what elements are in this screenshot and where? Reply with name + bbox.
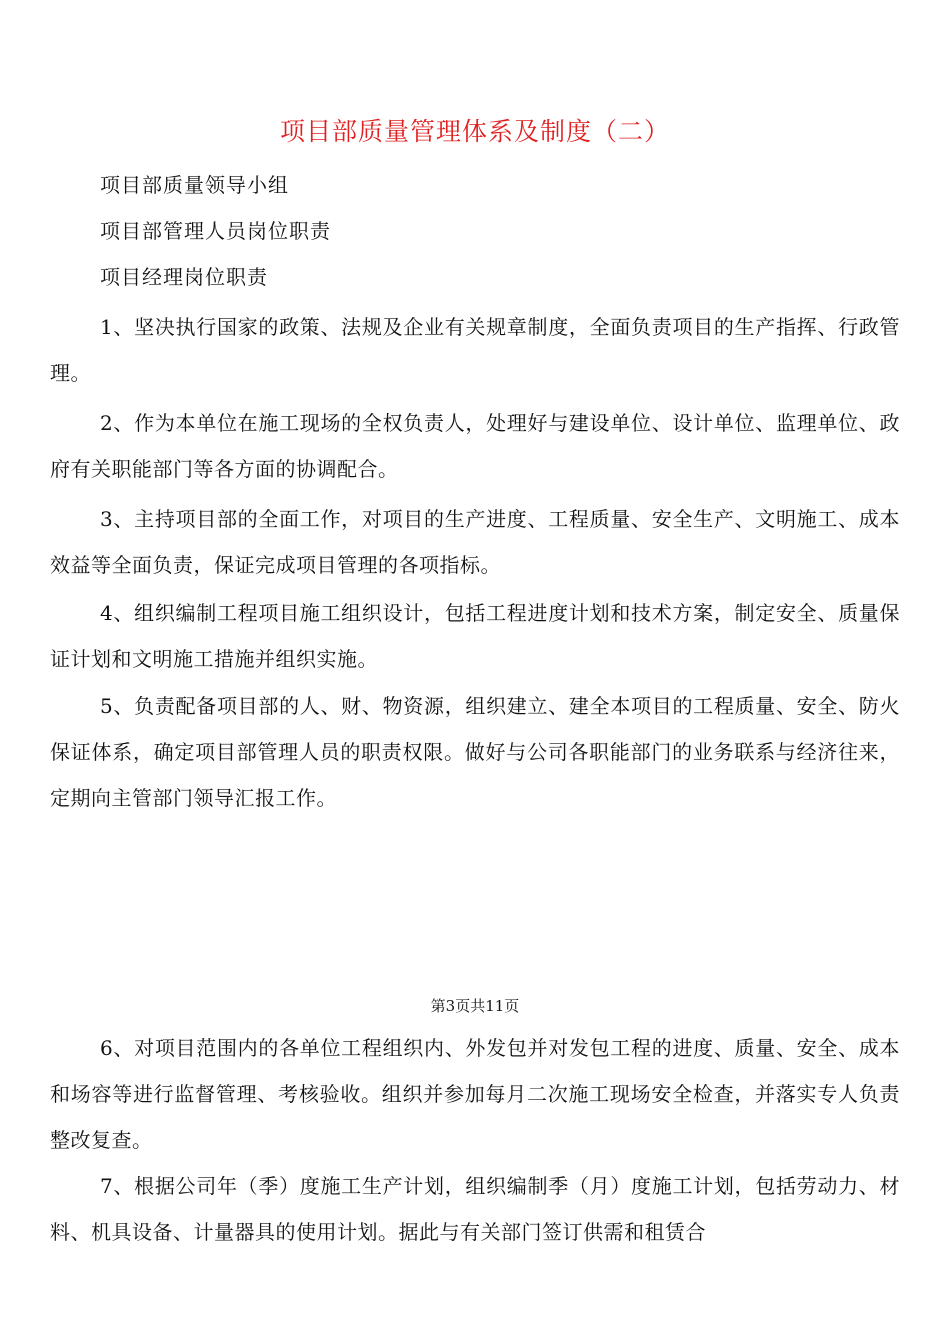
section-heading-staff-duties: 项目部管理人员岗位职责 xyxy=(100,219,331,243)
paragraph-5: 5、负责配备项目部的人、财、物资源，组织建立、建全本项目的工程质量、安全、防火保证体系，确定项目部管理人员的职责权限。做好与公司各职能部门的业务联系与经济往来，定期向主管部门领导汇报工作。 xyxy=(50,694,900,810)
paragraph-7: 7、根据公司年（季）度施工生产计划，组织编制季（月）度施工计划，包括劳动力、材料、机具设备、计量器具的使用计划。据此与有关部门签订供需和租赁合 xyxy=(50,1174,900,1244)
paragraph-3: 3、主持项目部的全面工作，对项目的生产进度、工程质量、安全生产、文明施工、成本效益等全面负责，保证完成项目管理的各项指标。 xyxy=(50,507,900,577)
section-heading-quality-group: 项目部质量领导小组 xyxy=(100,173,289,197)
section-heading-pm-duties: 项目经理岗位职责 xyxy=(100,265,268,289)
page-footer: 第3页共11页 xyxy=(430,997,520,1015)
paragraph-4: 4、组织编制工程项目施工组织设计，包括工程进度计划和技术方案，制定安全、质量保证计划和文明施工措施并组织实施。 xyxy=(50,601,900,671)
paragraph-6: 6、对项目范围内的各单位工程组织内、外发包并对发包工程的进度、质量、安全、成本和场容等进行监督管理、考核验收。组织并参加每月二次施工现场安全检查，并落实专人负责整改复查。 xyxy=(50,1036,900,1152)
document-title: 项目部质量管理体系及制度（二） xyxy=(279,117,670,146)
paragraph-1: 1、坚决执行国家的政策、法规及企业有关规章制度，全面负责项目的生产指挥、行政管理。 xyxy=(50,315,900,385)
paragraph-2: 2、作为本单位在施工现场的全权负责人，处理好与建设单位、设计单位、监理单位、政府有关职能部门等各方面的协调配合。 xyxy=(50,411,900,481)
